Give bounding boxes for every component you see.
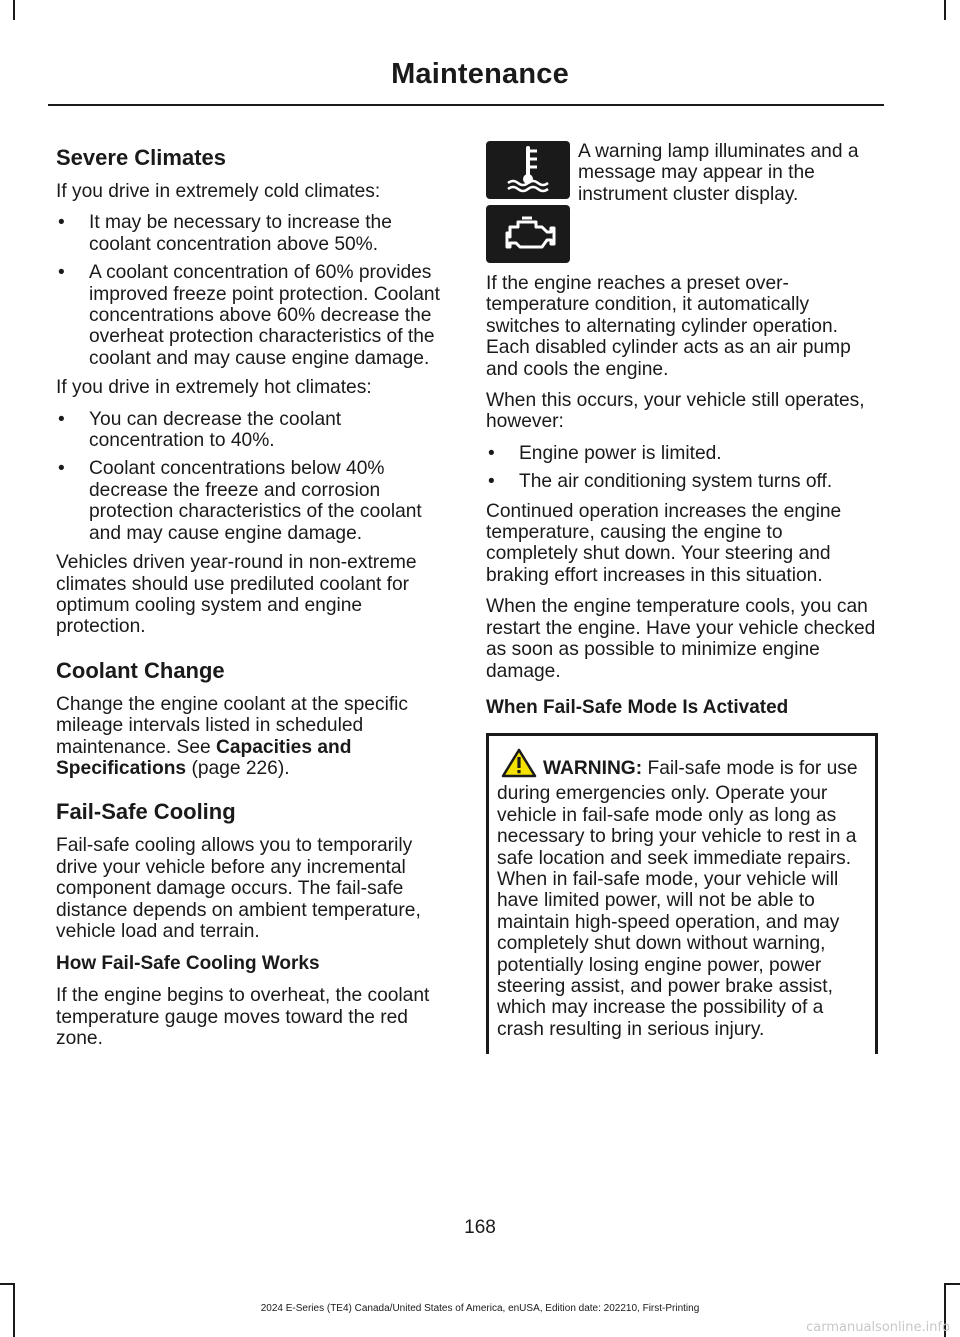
warning-lamps (486, 141, 878, 263)
cold-climates-list (56, 212, 448, 369)
header-divider (48, 104, 884, 106)
vehicle-operates-intro: When this occurs, your vehicle still operates, however: (486, 390, 865, 433)
prediluted-coolant-note: Vehicles driven year-round in non-extreme climates should use prediluted coolant for optimum cooling system and engine protection. (56, 552, 417, 638)
warning-lamp-description: A warning lamp illuminates and a message may appear in the instrument cluster display. (578, 141, 859, 205)
coolant-change-body: Change the engine coolant at the specific mileage intervals listed in scheduled maintenance. See (56, 693, 409, 758)
left-column (56, 145, 448, 1060)
limited-operation-list (486, 443, 878, 493)
page-number: 168 (464, 1217, 496, 1238)
continued-operation-text: Continued operation increases the engine temperature, causing the engine to completely shut down. Your steering and braking effort increases in this situation. (486, 500, 842, 586)
crop-mark-top-right-v (944, 0, 946, 20)
crop-mark-bottom-right-h (945, 1283, 960, 1285)
engine-cools-text: When the engine temperature cools, you can restart the engine. Have your vehicle checked as soon as possible to minimize engine damage. (486, 596, 876, 682)
hot-climates-list (56, 409, 448, 544)
warning-box (486, 733, 878, 1054)
coolant-temperature-icon (486, 141, 570, 199)
warning-triangle-icon (501, 748, 537, 783)
page-reference: (page 226). (191, 757, 290, 779)
severe-climates-heading: Severe Climates (56, 145, 226, 170)
fail-safe-cooling-heading: Fail-Safe Cooling (56, 799, 236, 825)
right-column (486, 141, 878, 1054)
check-engine-icon (486, 205, 570, 263)
page-header-title: Maintenance (391, 58, 569, 90)
crop-mark-top-left-v (13, 0, 15, 20)
hot-climates-intro: If you drive in extremely hot climates: (56, 377, 372, 399)
page-footer: 2024 E-Series (TE4) Canada/United States of America, enUSA, Edition date: 202210, First-Printing (260, 1303, 700, 1314)
cold-climates-intro: If you drive in extremely cold climates: (56, 181, 381, 202)
coolant-change-heading: Coolant Change (56, 657, 225, 683)
list-item: • Engine power is limited. (486, 443, 878, 464)
fail-safe-cooling-text: Fail-safe cooling allows you to temporarily drive your vehicle before any incremental component damage occurs. The fail-safe distance depends on ambient temperature, vehicle load and terrain. (56, 835, 421, 942)
fail-safe-activated-heading: When Fail-Safe Mode Is Activated (486, 696, 789, 718)
crop-mark-bottom-left-h (0, 1283, 15, 1285)
list-item: • It may be necessary to increase the coolant concentration above 50%. (56, 212, 448, 255)
over-temperature-text: If the engine reaches a preset over-temperature condition, it automatically switches to alternating cylinder operation. Each disabled cylinder acts as an air pump and cools the engine. (486, 273, 851, 380)
watermark: carmanualsonline.info (806, 1320, 950, 1335)
warning-text: Fail-safe mode is for use during emergencies only. Operate your vehicle in fail-safe mode only as long as necessary to bring your vehicle to rest in a safe location and seek immediate repairs. When in fail-safe mode, your vehicle will have limited power, will not be able to maintain high-speed operation, and may completely shut down without warning, potentially losing engine power, power steering assist, and power brake assist, which may increase the possibility of a crash resulting in serious injury. (497, 757, 858, 1040)
list-item: • Coolant concentrations below 40% decrease the freeze and corrosion protection characteristics of the coolant and may cause engine damage. (56, 458, 448, 544)
capacities-specifications-link[interactable]: Capacities and Specifications (56, 736, 352, 779)
list-item: • A coolant concentration of 60% provides improved freeze point protection. Coolant concentrations above 60% decrease the overheat protection characteristics of the coolant and may cause engine damage. (56, 262, 448, 369)
how-fail-safe-works-heading: How Fail-Safe Cooling Works (56, 953, 320, 975)
list-item: • You can decrease the coolant concentration to 40%. (56, 409, 448, 452)
list-item: • The air conditioning system turns off. (486, 471, 878, 492)
coolant-change-text (56, 694, 448, 780)
how-fail-safe-works-text: If the engine begins to overheat, the coolant temperature gauge moves toward the red zone. (56, 985, 430, 1050)
warning-label: WARNING: (543, 757, 643, 779)
